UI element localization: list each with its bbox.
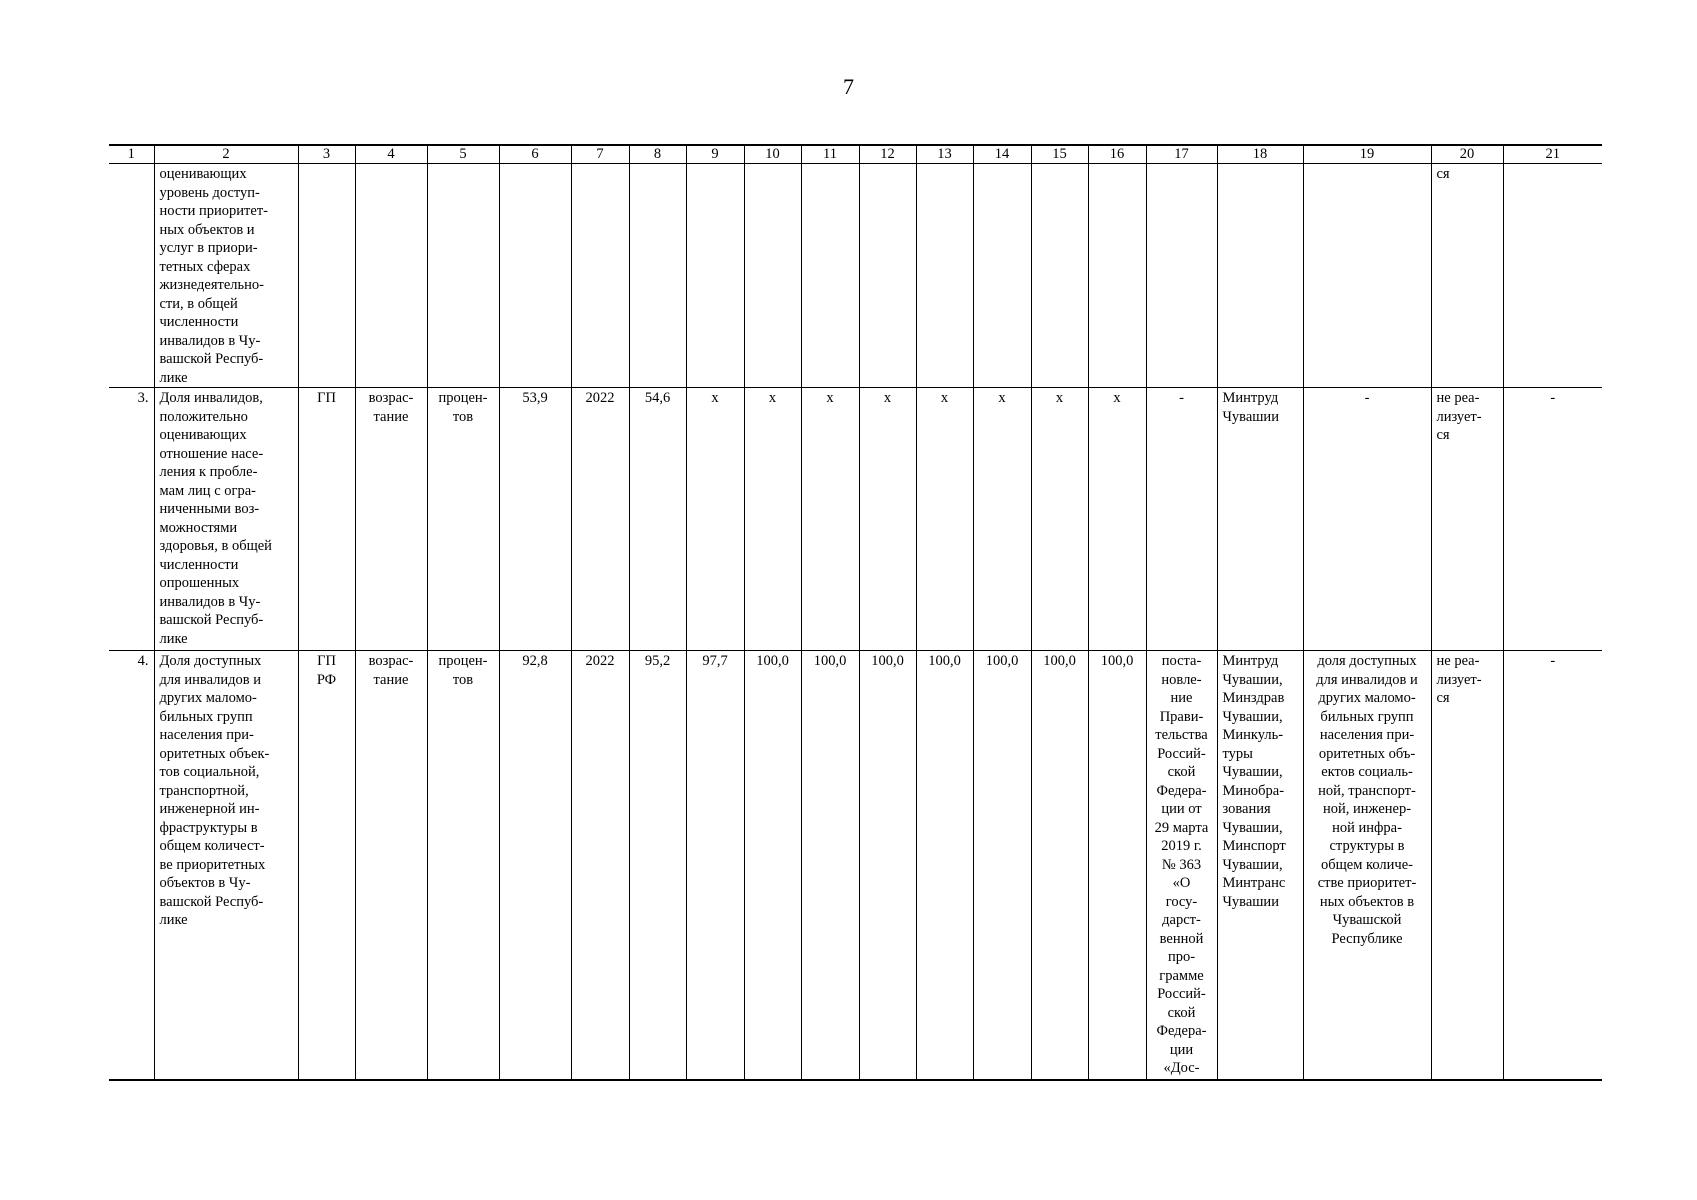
cell-responsible (1217, 164, 1303, 388)
table-row (109, 651, 1602, 1080)
cell-unit: процен- тов (427, 651, 499, 1080)
cell-unit: процен- тов (427, 388, 499, 651)
cell-value: х (916, 388, 973, 651)
cell-value: х (801, 388, 859, 651)
cell-value: х (1088, 388, 1146, 651)
cell-note: - (1503, 388, 1602, 651)
row-number (109, 164, 154, 388)
cell-legal-act: - (1146, 388, 1217, 651)
col-header: 20 (1431, 145, 1503, 164)
col-header: 2 (154, 145, 298, 164)
cell-value: 97,7 (686, 651, 744, 1080)
cell-federal-indicator (1303, 164, 1431, 388)
cell-legal-act: поста- новле- ние Прави- тельства Россий- ской Федера- ции от 29 марта 2019 г. № 363 «О госу- дарст- венной про- грамме Россий- ской Федера- ции «Дос- (1146, 651, 1217, 1080)
row-number: 3. (109, 388, 154, 651)
cell-value: 100,0 (916, 651, 973, 1080)
cell-base-year (571, 164, 629, 388)
cell-program: ГП РФ (298, 651, 355, 1080)
cell-note: - (1503, 651, 1602, 1080)
indicators-table (109, 144, 1602, 1081)
cell-status: ся (1431, 164, 1503, 388)
table-row (109, 164, 1602, 388)
col-header: 1 (109, 145, 154, 164)
cell-program (298, 164, 355, 388)
col-header: 15 (1031, 145, 1088, 164)
cell-value: 100,0 (859, 651, 916, 1080)
cell-value: 100,0 (1031, 651, 1088, 1080)
cell-value: 100,0 (1088, 651, 1146, 1080)
col-header: 3 (298, 145, 355, 164)
cell-value: 54,6 (629, 388, 686, 651)
col-header: 21 (1503, 145, 1602, 164)
cell-trend: возрас- тание (355, 388, 427, 651)
cell-value: х (859, 388, 916, 651)
cell-status: не реа- лизует- ся (1431, 388, 1503, 651)
col-header: 10 (744, 145, 801, 164)
cell-value: 100,0 (744, 651, 801, 1080)
cell-value: х (686, 388, 744, 651)
cell-value (801, 164, 859, 388)
cell-value (973, 164, 1031, 388)
cell-value: 100,0 (801, 651, 859, 1080)
cell-base-year: 2022 (571, 388, 629, 651)
cell-base-value: 53,9 (499, 388, 571, 651)
indicator-name: Доля инвалидов, положительно оценивающих отношение насе- ления к пробле- мам лиц с огра- ниченными воз- можностями здоровья, в общей численности опрошенных инвалидов в Чу- вашской Респуб- лике (154, 388, 298, 651)
cell-program: ГП (298, 388, 355, 651)
cell-note (1503, 164, 1602, 388)
col-header: 6 (499, 145, 571, 164)
col-header: 4 (355, 145, 427, 164)
cell-value (744, 164, 801, 388)
cell-value (916, 164, 973, 388)
cell-value (629, 164, 686, 388)
col-header: 11 (801, 145, 859, 164)
row-number: 4. (109, 651, 154, 1080)
cell-value (686, 164, 744, 388)
col-header: 17 (1146, 145, 1217, 164)
cell-value: 100,0 (973, 651, 1031, 1080)
cell-federal-indicator: доля доступных для инвалидов и других маломо- бильных групп населения при- оритетных объ- ектов социаль- ной, транспорт- ной, инженер- ной инфра- структуры в общем количе- стве приоритет- ных объектов в Чувашской Республике (1303, 651, 1431, 1080)
col-header: 5 (427, 145, 499, 164)
col-header: 13 (916, 145, 973, 164)
cell-value: х (973, 388, 1031, 651)
header-row (109, 145, 1602, 164)
cell-value (1031, 164, 1088, 388)
col-header: 18 (1217, 145, 1303, 164)
cell-unit (427, 164, 499, 388)
col-header: 16 (1088, 145, 1146, 164)
cell-base-value: 92,8 (499, 651, 571, 1080)
col-header: 9 (686, 145, 744, 164)
cell-base-value (499, 164, 571, 388)
indicator-name: оценивающих уровень доступ- ности приоритет- ных объектов и услуг в приори- тетных сферах жизнедеятельно- сти, в общей численности инвалидов в Чу- вашской Респуб- лике (154, 164, 298, 388)
col-header: 12 (859, 145, 916, 164)
cell-value (859, 164, 916, 388)
cell-value: х (744, 388, 801, 651)
cell-trend (355, 164, 427, 388)
col-header: 7 (571, 145, 629, 164)
col-header: 19 (1303, 145, 1431, 164)
cell-responsible: Минтруд Чувашии, Минздрав Чувашии, Минкуль- туры Чувашии, Минобра- зования Чувашии, Минспорт Чувашии, Минтранс Чувашии (1217, 651, 1303, 1080)
cell-status: не реа- лизует- ся (1431, 651, 1503, 1080)
cell-base-year: 2022 (571, 651, 629, 1080)
cell-value (1088, 164, 1146, 388)
cell-federal-indicator: - (1303, 388, 1431, 651)
table-row (109, 388, 1602, 651)
cell-trend: возрас- тание (355, 651, 427, 1080)
cell-legal-act (1146, 164, 1217, 388)
cell-value: х (1031, 388, 1088, 651)
page-number: 7 (843, 74, 854, 99)
col-header: 8 (629, 145, 686, 164)
col-header: 14 (973, 145, 1031, 164)
cell-value: 95,2 (629, 651, 686, 1080)
indicator-name: Доля доступных для инвалидов и других маломо- бильных групп населения при- оритетных объек- тов социальной, транспортной, инженерной ин- фраструктуры в общем количест- ве приоритетных объектов в Чу- вашской Респуб- лике (154, 651, 298, 1080)
cell-responsible: Минтруд Чувашии (1217, 388, 1303, 651)
